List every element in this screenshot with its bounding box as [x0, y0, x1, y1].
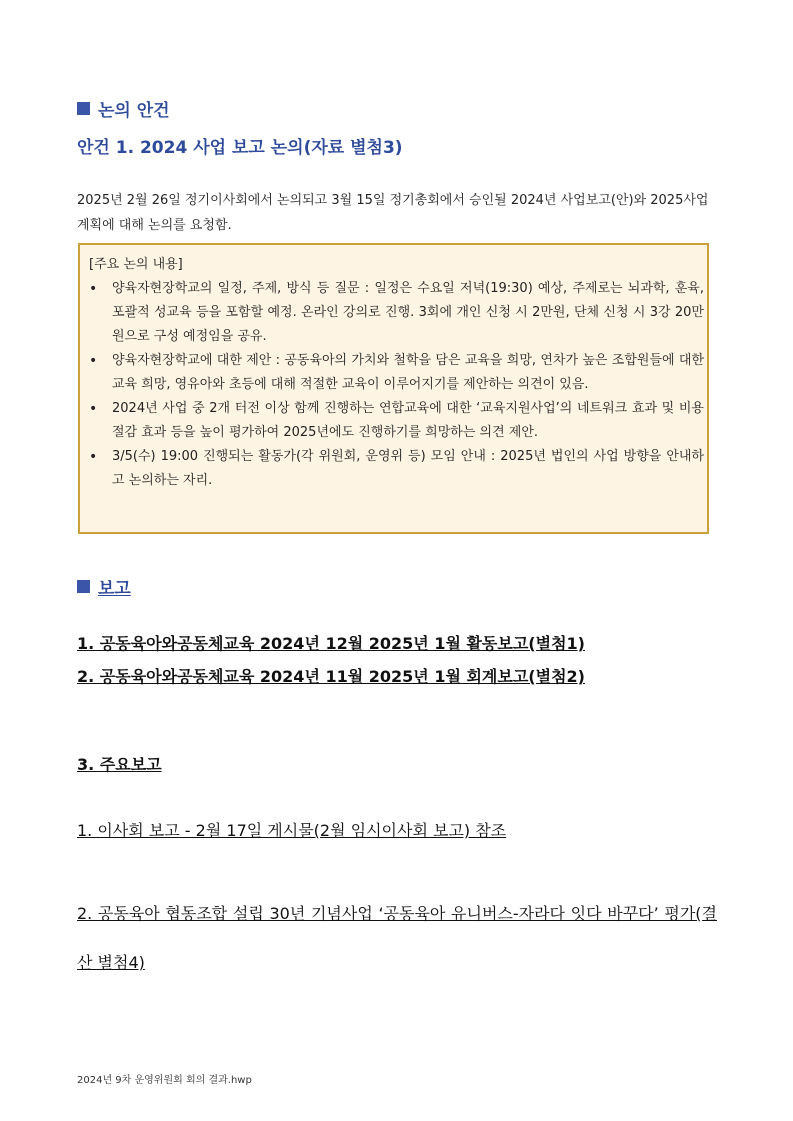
report-activity: 1. 공동육아와공동체교육 2024년 12월 2025년 1월 활동보고(별첨1): [77, 634, 585, 653]
discussion-list: [89, 277, 704, 493]
section-heading-text: 논의 안건: [98, 101, 170, 121]
footer-filename: 2024년 9차 운영위원회 회의 결과.hwp: [77, 1075, 252, 1086]
square-bullet-icon: [77, 102, 90, 115]
agenda-intro: 2025년 2월 26일 정기이사회에서 논의되고 3월 15일 정기총회에서 승인될 2024년 사업보고(안)와 2025사업계획에 대해 논의를 요청함.: [77, 193, 709, 233]
section-heading-report: [77, 574, 131, 599]
agenda-title: 안건 1. 2024 사업 보고 논의(자료 별첨3): [77, 138, 403, 158]
main-report-item: 1. 이사회 보고 - 2월 17일 게시물(2월 임시이사회 보고) 참조: [77, 821, 507, 840]
section-heading-discussion: [77, 96, 170, 121]
discussion-item: • 양육자현장학교에 대한 제안 : 공동육아의 가치와 철학을 담은 교육을 희망, 연차가 높은 조합원들에 대한 교육 희망, 영유아와 초등에 대해 적절한 교육이 이루어지기를 제안하는 의견이 있음.: [89, 349, 704, 397]
report-main: 3. 주요보고: [77, 755, 162, 774]
discussion-item: • 3/5(수) 19:00 진행되는 활동가(각 위원회, 운영위 등) 모임 안내 : 2025년 법인의 사업 방향을 안내하고 논의하는 자리.: [89, 445, 704, 493]
discussion-item: • 양육자현장학교의 일정, 주제, 방식 등 질문 : 일정은 수요일 저녁(19:30) 예상, 주제로는 뇌과학, 훈육, 포괄적 성교육 등을 포함할 예정. 온라인 강의로 진행. 3회에 개인 신청 시 2만원, 단체 신청 시 3강 20만원으로 구성 예정임을 공유.: [89, 277, 704, 349]
discussion-box: [78, 243, 709, 534]
section-heading-text: 보고: [98, 579, 131, 599]
discussion-item: • 2024년 사업 중 2개 터전 이상 함께 진행하는 연합교육에 대한 ‘교육지원사업’의 네트워크 효과 및 비용 절감 효과 등을 높이 평가하여 2025년에도 진행하기를 희망하는 의견 제안.: [89, 397, 704, 445]
square-bullet-icon: [77, 580, 90, 593]
main-report-item: 2. 공동육아 협동조합 설립 30년 기념사업 ‘공동육아 유니버스-자라다 잇다 바꾸다’ 평가(결산 별첨4): [77, 904, 717, 972]
report-accounting: 2. 공동육아와공동체교육 2024년 11월 2025년 1월 회계보고(별첨2): [77, 667, 585, 686]
discussion-box-label: [주요 논의 내용]: [89, 257, 183, 272]
